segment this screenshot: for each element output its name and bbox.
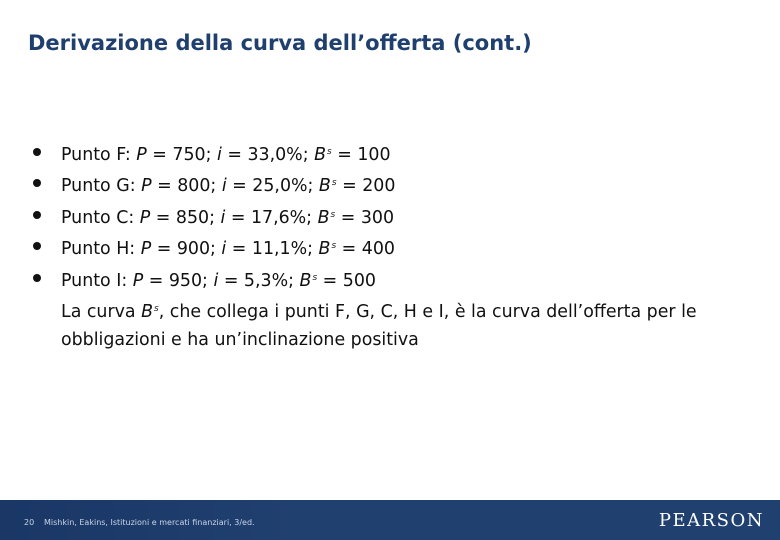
page-number: 20: [24, 518, 35, 527]
slide-title: Derivazione della curva dell’offerta (cont.): [28, 31, 532, 55]
bullet-point-f: Punto F: P = 750; i = 33,0%; $B^s = 100$: [33, 138, 773, 169]
bullet-dot-icon: [33, 148, 41, 156]
bullet-list: [33, 138, 773, 355]
bullet-dot-icon: [33, 242, 41, 250]
pearson-logo: PEARSON: [658, 510, 764, 531]
bullet-point-g: Punto G: P = 800; i = 25,0%; $B^s = 200$: [33, 169, 773, 200]
conclusion-text: La curva $B^s$, che collega i punti F, G, C, H e I, è la curva dell’offerta per le obbligazioni e ha un’inclinazione positiva: [61, 302, 697, 351]
bullet-point-h: Punto H: P = 900; i = 11,1%; $B^s = 400$: [33, 232, 773, 263]
source-citation: Mishkin, Eakins, Istituzioni e mercati finanziari, 3/ed.: [44, 518, 255, 527]
bullet-dot-icon: [33, 211, 41, 219]
bullet-point-c: Punto C: P = 850; i = 17,6%; $B^s = 300$: [33, 201, 773, 232]
bullet-dot-icon: [33, 274, 41, 282]
bullet-point-i: Punto I: P = 950; i = 5,3%; $B^s = 500$: [33, 264, 773, 295]
bullet-dot-icon: [33, 179, 41, 187]
